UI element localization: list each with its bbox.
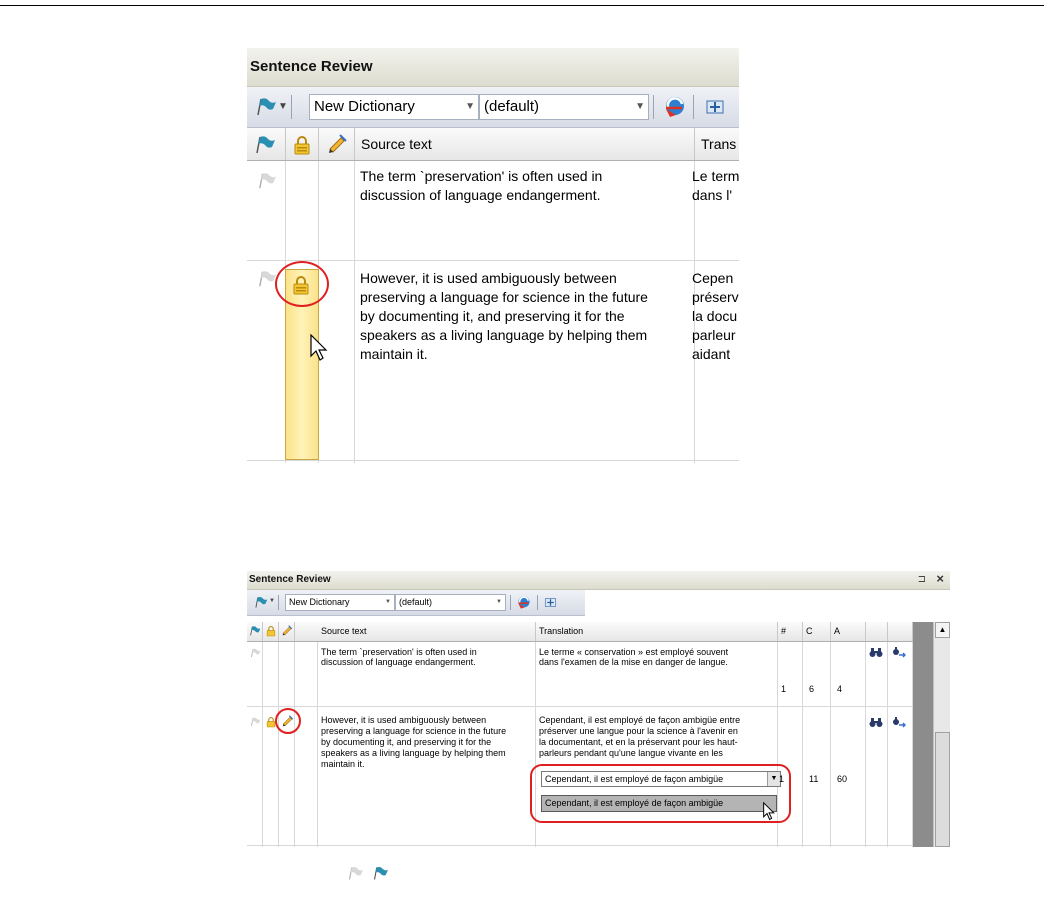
- grid-header: [247, 128, 739, 161]
- row-divider: [247, 845, 913, 846]
- vertical-scrollbar[interactable]: [933, 622, 950, 847]
- chevron-down-icon: ▼: [385, 599, 391, 605]
- column-header-a[interactable]: A: [831, 622, 866, 641]
- toolbar-separator: [653, 95, 654, 119]
- flag-icon[interactable]: [257, 172, 277, 193]
- toolbar-separator: [510, 595, 511, 610]
- chevron-down-icon: ▼: [635, 101, 645, 112]
- flag-icon: [372, 866, 389, 886]
- pencil-icon: [326, 133, 348, 160]
- translation-text: dans l': [692, 187, 733, 203]
- column-header-edit[interactable]: [319, 128, 355, 160]
- row-2-c-value: 11: [809, 774, 819, 784]
- row-2-translation-line: aidant: [692, 346, 731, 362]
- row-2-translation-line: Cependant, il est employé de façon ambigüe entre: [539, 715, 741, 725]
- chevron-down-icon: ▼: [465, 101, 475, 112]
- close-icon[interactable]: ×: [936, 571, 944, 586]
- row-2-source-line: maintain it.: [360, 346, 428, 362]
- column-header-flag[interactable]: [247, 128, 286, 160]
- column-header-lock[interactable]: [286, 128, 319, 160]
- row-2-translation-line: préserver une langue pour la science à l'avenir en: [539, 726, 738, 736]
- row-2-translation-line: parleurs pendant qu'une langue vivante en les: [539, 748, 723, 758]
- grid-line: [262, 642, 263, 847]
- row-2-translation-line: préserv: [692, 289, 739, 305]
- column-header-translation[interactable]: Trans: [701, 136, 737, 152]
- lock-icon: [266, 625, 276, 641]
- dictionary-select-value: New Dictionary: [314, 98, 415, 115]
- row-1-number: 1: [781, 684, 787, 694]
- translation-alternative-option[interactable]: Cependant, il est employé de façon ambigüe: [541, 795, 777, 812]
- row-1-c-value: 6: [809, 684, 815, 694]
- column-header-source[interactable]: Source text: [355, 128, 695, 160]
- flag-icon[interactable]: [254, 596, 268, 611]
- toolbar-separator: [278, 595, 279, 610]
- panel-title: Sentence Review: [247, 48, 739, 87]
- profile-select[interactable]: [395, 594, 506, 611]
- row-2-source-line: preserving a language for science in the future: [360, 289, 648, 305]
- mouse-cursor-icon: [763, 802, 775, 823]
- row-2-source-line: by documenting it, and preserving it for the: [360, 308, 625, 324]
- row-2-source-line: However, it is used ambiguously between: [321, 715, 487, 725]
- row-1-source-line: The term `preservation' is often used in: [321, 647, 477, 657]
- toolbar: [247, 590, 585, 616]
- mouse-cursor-icon: [310, 334, 328, 365]
- refresh-icon[interactable]: [516, 595, 532, 612]
- search-next-icon[interactable]: [892, 647, 906, 661]
- profile-select[interactable]: [479, 94, 649, 120]
- binoculars-icon[interactable]: [869, 717, 883, 730]
- profile-select-value: (default): [484, 98, 540, 115]
- grid-line: [865, 642, 866, 847]
- grid-line: [278, 642, 279, 847]
- binoculars-icon[interactable]: [869, 647, 883, 660]
- flag-menu-arrow-icon[interactable]: ▼: [269, 598, 275, 604]
- scrollbar-thumb[interactable]: [935, 732, 950, 847]
- flag-icon: [249, 625, 261, 641]
- flag-menu-arrow-icon[interactable]: ▼: [278, 101, 288, 112]
- flag-icon[interactable]: [250, 648, 261, 660]
- toolbar-separator: [693, 95, 694, 119]
- chevron-down-icon: ▼: [496, 599, 502, 605]
- flag-icon[interactable]: [257, 270, 277, 291]
- row-2-translation-line: la documentant, et en la préservant pour les haut-: [539, 737, 738, 747]
- column-header-edit[interactable]: [279, 622, 295, 641]
- grid-line: [294, 642, 295, 847]
- row-2-source-line: However, it is used ambiguously between: [360, 270, 617, 286]
- toolbar-separator: [537, 595, 538, 610]
- row-1-source-line: discussion of language endangerment.: [321, 657, 476, 667]
- dictionary-select[interactable]: [285, 594, 395, 611]
- search-next-icon[interactable]: [892, 717, 906, 731]
- sentence-review-panel-zoomed: [247, 48, 739, 463]
- panel-title: [247, 571, 950, 590]
- flag-icon: [254, 134, 276, 160]
- row-1-translation-line: dans l'examen de la mise en danger de langue.: [539, 657, 728, 667]
- grid-line: [887, 642, 888, 847]
- toolbar-separator: [291, 95, 292, 119]
- grid-line: [802, 642, 803, 847]
- row-2-translation-line: parleur: [692, 327, 736, 343]
- flag-icon[interactable]: [250, 717, 261, 729]
- grid-gutter: [913, 622, 933, 847]
- row-2-a-value: 60: [837, 774, 848, 784]
- translation-text: Le term: [692, 168, 739, 184]
- row-1-a-value: 4: [837, 684, 843, 694]
- translation-alternatives-value: Cependant, il est employé de façon ambigüe: [545, 774, 724, 784]
- row-divider: [247, 260, 739, 261]
- column-header-lock[interactable]: [263, 622, 279, 641]
- lock-icon: [293, 134, 311, 160]
- grid-header: [247, 622, 933, 642]
- column-header-translation[interactable]: Translation: [536, 622, 778, 641]
- page-divider: [0, 5, 1044, 6]
- pencil-icon: [281, 624, 293, 641]
- column-header-action-1[interactable]: [866, 622, 888, 641]
- scroll-up-button[interactable]: ▲: [935, 622, 950, 638]
- row-divider: [247, 706, 913, 707]
- column-header-c[interactable]: C: [803, 622, 831, 641]
- row-1-source-line: discussion of language endangerment.: [360, 187, 601, 203]
- grid-line: [354, 161, 355, 463]
- flag-icon[interactable]: [255, 97, 277, 120]
- toolbar: [247, 87, 739, 128]
- options-icon[interactable]: [544, 596, 557, 611]
- row-2-source-line: maintain it.: [321, 759, 365, 769]
- refresh-icon[interactable]: [662, 95, 688, 122]
- grid-line: [317, 642, 318, 847]
- flag-icon: [347, 866, 364, 886]
- column-header-number[interactable]: #: [778, 622, 803, 641]
- dictionary-select-value: New Dictionary: [289, 597, 350, 607]
- options-icon[interactable]: [705, 97, 725, 120]
- profile-select-value: (default): [399, 597, 433, 607]
- chevron-down-icon[interactable]: ▼: [767, 772, 780, 786]
- pin-icon[interactable]: ⊐: [917, 574, 926, 585]
- row-2-source-line: by documenting it, and preserving it for the: [321, 737, 492, 747]
- dictionary-select[interactable]: [309, 94, 479, 120]
- row-2-number: 1: [779, 774, 785, 784]
- highlight-circle: [275, 708, 301, 734]
- row-divider: [247, 460, 739, 461]
- row-1-translation-line: Le terme « conservation » est employé souvent: [539, 647, 729, 657]
- row-2-translation-line: la docu: [692, 308, 738, 324]
- sentence-review-panel: [247, 571, 950, 847]
- row-1-source-line: The term `preservation' is often used in: [360, 168, 603, 184]
- highlight-circle: [275, 261, 329, 307]
- row-2-source-line: speakers as a living language by helping them: [360, 327, 648, 343]
- row-2-source-line: preserving a language for science in the future: [321, 726, 507, 736]
- column-header-flag[interactable]: [247, 622, 263, 641]
- panel-title-text: Sentence Review: [249, 574, 331, 585]
- column-header-source[interactable]: Source text: [318, 622, 536, 641]
- highlight-box: [530, 764, 791, 823]
- column-header-action-2[interactable]: [888, 622, 913, 641]
- row-2-source-line: speakers as a living language by helping them: [321, 748, 506, 758]
- grid-line: [830, 642, 831, 847]
- row-2-translation-line: Cepen: [692, 270, 734, 286]
